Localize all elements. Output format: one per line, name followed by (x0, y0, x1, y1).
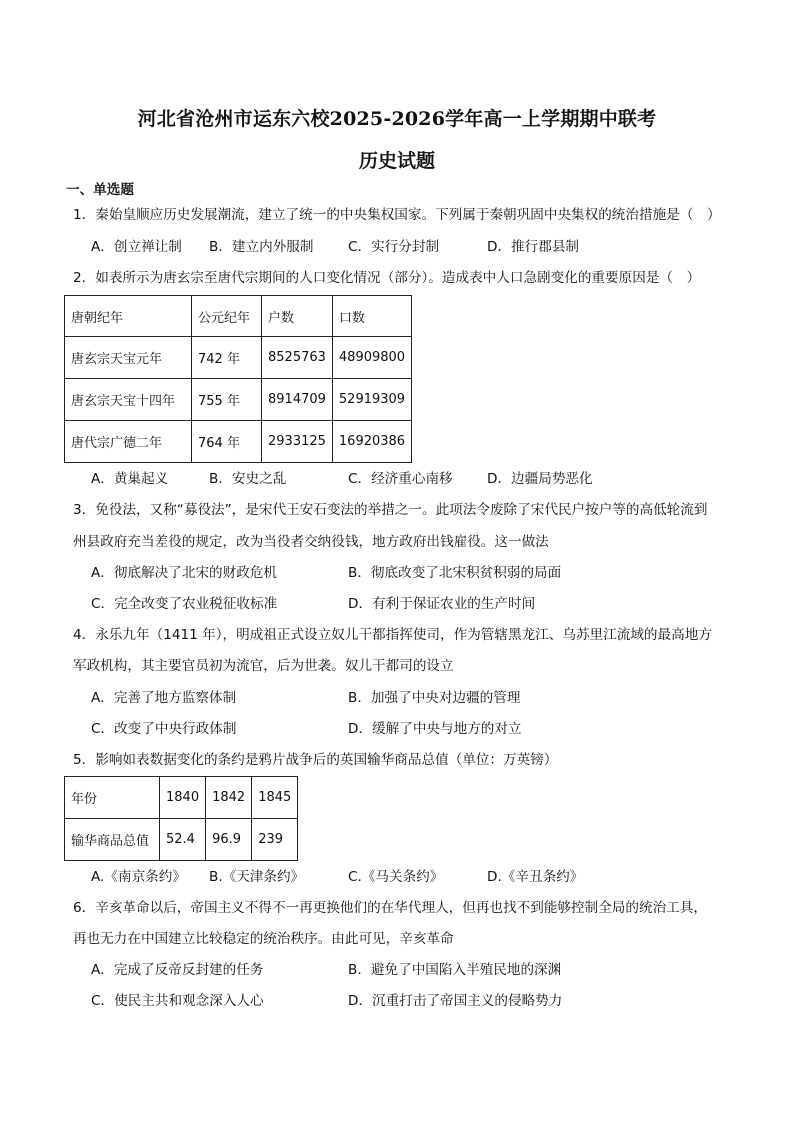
table-cell: 96.9 (206, 819, 252, 861)
table-row (65, 421, 412, 463)
question-6-option-b: B．避免了中国陷入半殖民地的深渊 (348, 962, 562, 978)
question-5-option-c: C.《马关条约》 (348, 869, 444, 885)
question-6-stem-line2: 再也无力在中国建立比较稳定的统治秩序。由此可见，辛亥革命 (73, 931, 454, 947)
table-header-cell: 户数 (262, 296, 333, 337)
question-2-option-b: B．安史之乱 (209, 471, 287, 487)
table-cell: 742 年 (192, 337, 262, 379)
question-4-option-b: B．加强了中央对边疆的管理 (348, 690, 521, 706)
table-header-cell: 1842 (206, 777, 252, 819)
table-row (65, 379, 412, 421)
question-2-option-c: C．经济重心南移 (348, 471, 453, 487)
question-1-stem: 1．秦始皇顺应历史发展潮流，建立了统一的中央集权国家。下列属于秦朝巩固中央集权的统治措施是（ ） (73, 207, 721, 223)
table-cell: 唐代宗广德二年 (65, 421, 192, 463)
question-6-option-c: C．使民主共和观念深入人心 (91, 993, 264, 1009)
question-6-option-d: D．沉重打击了帝国主义的侵略势力 (348, 993, 563, 1009)
table-header-cell: 年份 (65, 777, 160, 819)
question-4-option-c: C．改变了中央行政体制 (91, 721, 237, 737)
question-5-option-a: A.《南京条约》 (91, 869, 186, 885)
question-2-stem: 2．如表所示为唐玄宗至唐代宗期间的人口变化情况（部分）。造成表中人口急剧变化的重要原因是（ ） (73, 270, 701, 286)
table-cell: 输华商品总值 (65, 819, 160, 861)
question-1-option-b: B．建立内外服制 (209, 239, 314, 255)
table-header-cell: 唐朝纪年 (65, 296, 192, 337)
question-4-stem-line1: 4．永乐九年（1411 年），明成祖正式设立奴儿干都指挥使司，作为管辖黑龙江、乌苏里江流域的最高地方 (73, 627, 712, 643)
table-cell: 2933125 (262, 421, 333, 463)
table-cell: 16920386 (332, 421, 411, 463)
table-cell: 764 年 (192, 421, 262, 463)
question-5-option-d: D.《辛丑条约》 (487, 869, 584, 885)
section-heading: 一、单选题 (66, 182, 134, 198)
table-cell: 8914709 (262, 379, 333, 421)
question-5-option-b: B.《天津条约》 (209, 869, 305, 885)
question-3-option-c: C．完全改变了农业税征收标准 (91, 596, 278, 612)
question-5-stem: 5．影响如表数据变化的条约是鸦片战争后的英国输华商品总值（单位：万英镑） (73, 752, 558, 768)
question-4-stem-line2: 军政机构，其主要官员初为流官，后为世袭。奴儿干都司的设立 (73, 658, 454, 674)
question-6-option-a: A．完成了反帝反封建的任务 (91, 962, 264, 978)
question-4-option-d: D．缓解了中央与地方的对立 (348, 721, 522, 737)
table-header-cell: 公元纪年 (192, 296, 262, 337)
question-1-option-a: A．创立禅让制 (91, 239, 182, 255)
exam-subtitle: 历史试题 (358, 150, 435, 172)
table-cell: 唐玄宗天宝十四年 (65, 379, 192, 421)
trade-value-table (64, 776, 298, 861)
table-cell: 52.4 (160, 819, 206, 861)
question-2-option-d: D．边疆局势恶化 (487, 471, 593, 487)
table-header-cell: 1840 (160, 777, 206, 819)
question-3-stem-line2: 州县政府充当差役的规定，改为当役者交纳役钱，地方政府出钱雇役。这一做法 (73, 534, 549, 550)
question-1-option-d: D．推行郡县制 (487, 239, 580, 255)
question-3-option-d: D．有利于保证农业的生产时间 (348, 596, 536, 612)
question-3-stem-line1: 3．免役法，又称“募役法”，是宋代王安石变法的举措之一。此项法令废除了宋代民户按户等的高低轮流到 (73, 502, 708, 518)
table-header-cell: 口数 (332, 296, 411, 337)
question-3-option-b: B．彻底改变了北宋积贫积弱的局面 (348, 565, 562, 581)
exam-title: 河北省沧州市运东六校2025-2026学年高一上学期期中联考 (137, 108, 657, 130)
table-cell: 48909800 (332, 337, 411, 379)
table-cell: 唐玄宗天宝元年 (65, 337, 192, 379)
table-row (65, 819, 298, 861)
question-3-option-a: A．彻底解决了北宋的财政危机 (91, 565, 278, 581)
table-row (65, 337, 412, 379)
table-cell: 52919309 (332, 379, 411, 421)
question-6-stem-line1: 6．辛亥革命以后，帝国主义不得不一再更换他们的在华代理人，但再也找不到能够控制全局的统治工具， (73, 900, 707, 916)
population-table (64, 295, 412, 463)
question-1-option-c: C．实行分封制 (348, 239, 440, 255)
question-4-option-a: A．完善了地方监察体制 (91, 690, 237, 706)
table-header-row (65, 296, 412, 337)
table-header-row (65, 777, 298, 819)
table-cell: 8525763 (262, 337, 333, 379)
question-2-option-a: A．黄巢起义 (91, 471, 169, 487)
table-cell: 239 (252, 819, 298, 861)
table-cell: 755 年 (192, 379, 262, 421)
table-header-cell: 1845 (252, 777, 298, 819)
